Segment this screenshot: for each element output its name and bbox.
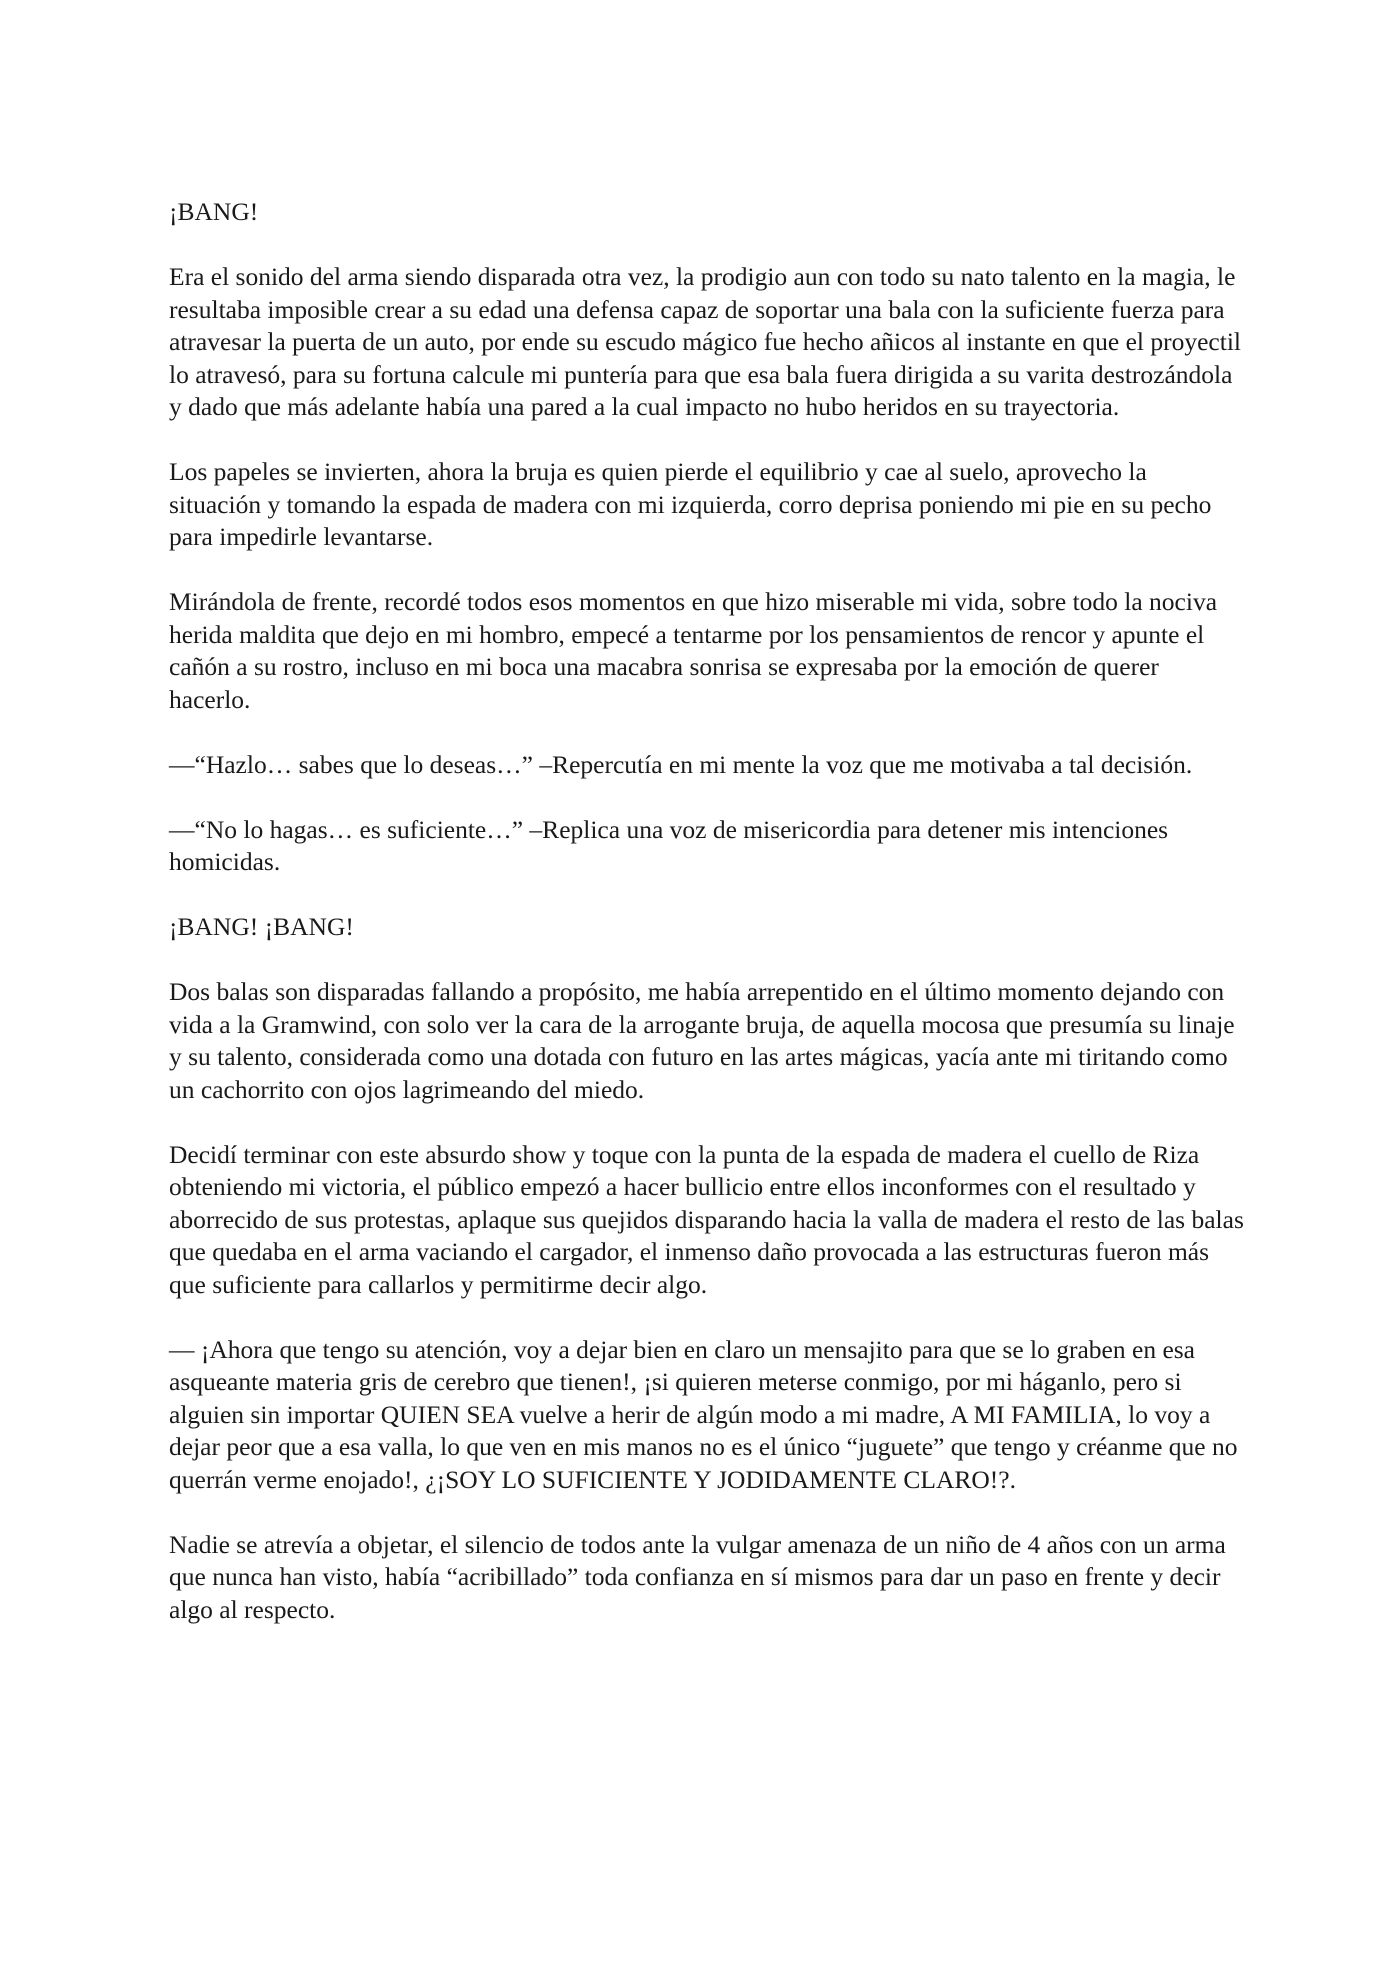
paragraph-bang-1: ¡BANG! [169,197,259,226]
paragraph-dialogue-hazlo: —“Hazlo… sabes que lo deseas…” –Repercutía en mi mente la voz que me motivaba a tal decisión. [169,749,1193,779]
paragraph-speech: — ¡Ahora que tengo su atención, voy a dejar bien en claro un mensajito para que se lo graben en esa asqueante materia gris de cerebro que tienen!, ¡si quieren meterse conmigo, por mi háganlo, pero si alguien sin importar QUIEN SEA vuelve a herir de algún modo a mi madre, A MI FAMILIA, lo voy a dejar peor que a esa valla, lo que ven en mis manos no es el único “juguete” que tengo y créanme que no querrán verme enojado!, ¿¡SOY LO SUFICIENTE Y JODIDAMENTE CLARO!?. [169,1334,1238,1494]
paragraph-victory: Decidí terminar con este absurdo show y toque con la punta de la espada de madera el cuello de Riza obteniendo mi victoria, el público empezó a hacer bullicio entre ellos inconformes con el resultado y aborrecido de sus protestas, aplaque sus quejidos disparando hacia la valla de madera el resto de las balas que quedaba en el arma vaciando el cargador, el inmenso daño provocada a las estructuras fueron más que suficiente para callarlos y permitirme decir algo. [169,1139,1244,1299]
paragraph-shot-description: Era el sonido del arma siendo disparada otra vez, la prodigio aun con todo su nato talento en la magia, le resultaba imposible crear a su edad una defensa capaz de soportar una bala con la suficiente fuerza para atravesar la puerta de un auto, por ende su escudo mágico fue hecho añicos al instante en que el proyectil lo atravesó, para su fortuna calcule mi puntería para que esa bala fuera dirigida a su varita destrozándola y dado que más adelante había una pared a la cual impacto no hubo heridos en su trayectoria. [169,262,1241,421]
document-body [169,196,1244,1626]
paragraph-memories: Mirándola de frente, recordé todos esos momentos en que hizo miserable mi vida, sobre todo la nociva herida maldita que dejo en mi hombro, empecé a tentarme por los pensamientos de rencor y apunte el cañón a su rostro, incluso en mi boca una macabra sonrisa se expresaba por la emoción de querer hacerlo. [169,587,1218,714]
paragraph-silence: Nadie se atrevía a objetar, el silencio de todos ante la vulgar amenaza de un niño de 4 años con un arma que nunca han visto, había “acribillado” toda confianza en sí mismos para dar un paso en frente y decir algo al respecto. [169,1529,1226,1624]
paragraph-bang-2: ¡BANG! ¡BANG! [169,912,354,941]
paragraph-roles-invert: Los papeles se invierten, ahora la bruja es quien pierde el equilibrio y cae al suelo, aprovecho la situación y tomando la espada de madera con mi izquierda, corro deprisa poniendo mi pie en su pecho para impedirle levantarse. [169,457,1212,551]
paragraph-two-bullets: Dos balas son disparadas fallando a propósito, me había arrepentido en el último momento dejando con vida a la Gramwind, con solo ver la cara de la arrogante bruja, de aquella mocosa que presumía su linaje y su talento, considerada como una dotada con futuro en las artes mágicas, yacía ante mi tiritando como un cachorrito con ojos lagrimeando del miedo. [169,977,1235,1104]
paragraph-dialogue-no-lo-hagas: —“No lo hagas… es suficiente…” –Replica una voz de misericordia para detener mis intenciones homicidas. [169,814,1169,876]
